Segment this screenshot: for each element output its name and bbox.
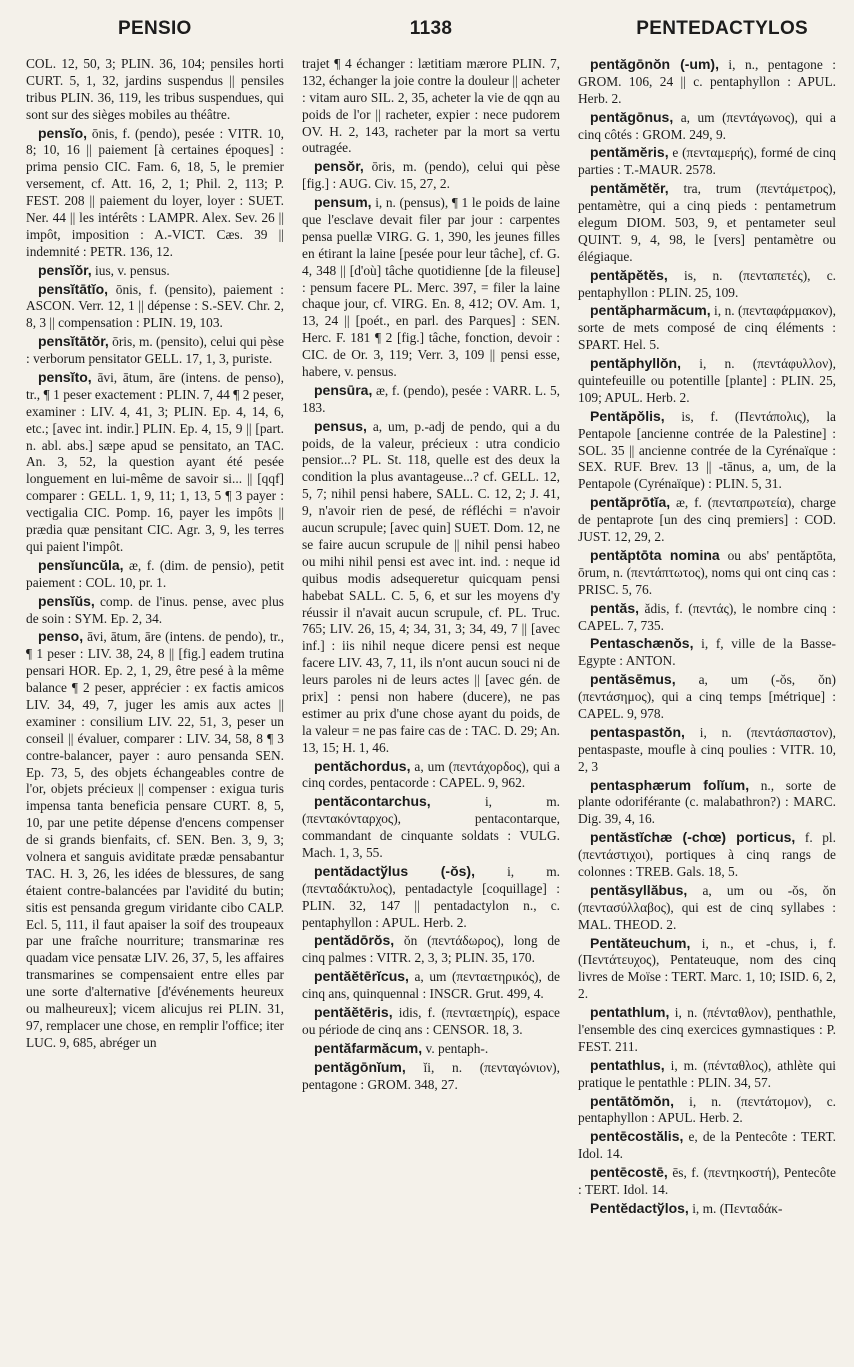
entry-definition: a, um ou -ŏs, ŏn (πεντασύλλαβος), qui est de cinq syllabes : MAL. THEOD. 2. xyxy=(578,882,836,932)
entry-definition: is, n. (πενταπετές), c. pentaphyllon : PLIN. 25, 109. xyxy=(578,267,836,300)
entry-definition: trajet ¶ 4 échanger : lætitiam mærore PLIN. 7, 132, échanger la joie contre la douleur || acheter : vitam auro SIL. 2, 35, acheter la vie de qqn au poids de l'or || racheter, expier : nece pudorem OV. H. 2, 143, racheter par la mort sa vertu outragée. xyxy=(302,56,560,156)
entry-headword: Pentăpŏlis, xyxy=(590,407,665,424)
dictionary-entry xyxy=(302,418,560,757)
entry-headword: pentăgōnŏn (-um), xyxy=(590,56,719,72)
entry-headword: pensus, xyxy=(314,417,367,434)
entry-headword: pentăfarmăcum, xyxy=(314,1039,423,1056)
dictionary-entry xyxy=(302,382,560,417)
dictionary-entry xyxy=(302,158,560,193)
entry-headword: penso, xyxy=(38,628,84,645)
dictionary-entry xyxy=(302,56,560,157)
entry-definition: a, um (πεντάχορδος), qui a cinq cordes, pentacorde : CAPEL. 9, 962. xyxy=(302,758,560,791)
dictionary-entry xyxy=(302,1004,560,1039)
dictionary-entry xyxy=(578,1128,836,1163)
entry-definition: i, n. (πενταφάρμακον), sorte de mets composé de cinq éléments : SPART. Hel. 5. xyxy=(578,303,836,353)
entry-headword: pentēcostē, xyxy=(590,1164,668,1181)
entry-headword: pentăchordus, xyxy=(314,757,411,774)
entry-headword: pentăĕtēris, xyxy=(314,1003,393,1020)
dictionary-entry xyxy=(578,302,836,354)
entry-definition: æ, f. (pendo), pesée : VARR. L. 5, 183. xyxy=(302,382,560,415)
dictionary-entry xyxy=(26,56,284,124)
dictionary-entry xyxy=(26,125,284,261)
entry-definition: COL. 12, 50, 3; PLIN. 36, 104; pensiles horti CURT. 5, 1, 32, jardins suspendus || pensiles tribus PLIN. 36, 119, les tribus suspendues, qui sont sur des sièges mobiles au théâtre. xyxy=(26,56,284,122)
entry-definition: ōris, m. (pendo), celui qui pèse [fig.] : AUG. Civ. 15, 27, 2. xyxy=(302,159,560,192)
entry-definition: ĭi, n. (πενταγώνιον), pentagone : GROM. 348, 27. xyxy=(302,1059,560,1092)
dictionary-entry xyxy=(26,557,284,592)
dictionary-entry xyxy=(578,1200,836,1218)
entry-headword: Pentaschænŏs, xyxy=(590,635,694,652)
dictionary-entry xyxy=(578,494,836,546)
entry-definition: i, m. (πένταθλος), athlète qui pratique le pentathle : PLIN. 34, 57. xyxy=(578,1057,836,1090)
dictionary-entry xyxy=(302,793,560,862)
entry-definition: ius, v. pensus. xyxy=(95,262,170,278)
entry-definition: tra, trum (πεντάμετρος), pentamètre, qui a cinq pieds : pentametrum elegum DIOM. 503, 9, et pentameter seul QUINT. 9, 4, 98, le [vers] pentamètre ou élégiaque. xyxy=(578,181,836,264)
dictionary-entry xyxy=(578,935,836,1004)
dictionary-entry xyxy=(578,1164,836,1199)
right-running-head: PENTEDACTYLOS xyxy=(636,18,808,39)
entry-definition: ŏn (πεντάδωρος), long de cinq palmes : VITR. 2, 3, 3; PLIN. 35, 170. xyxy=(302,933,560,966)
dictionary-entry xyxy=(302,1040,560,1058)
dictionary-entry xyxy=(302,932,560,967)
entry-headword: pentăstĭchæ (-chœ) porticus, xyxy=(590,829,796,846)
entry-headword: pentădōrŏs, xyxy=(314,932,395,949)
dictionary-entry xyxy=(578,180,836,265)
entry-headword: pensĭŏr, xyxy=(38,261,92,278)
entry-headword: pensĭuncŭla, xyxy=(38,556,124,573)
entry-headword: pentaspastŏn, xyxy=(590,723,685,740)
entry-definition: ou abs' pentăptōta, ōrum, n. (πεντάπτωτος), noms qui ont cinq cas : PRISC. 5, 76. xyxy=(578,547,836,597)
dictionary-entry xyxy=(302,1059,560,1094)
entry-headword: pentăprōtĭa, xyxy=(590,494,671,511)
column-1 xyxy=(26,56,284,1356)
dictionary-entry xyxy=(578,56,836,108)
dictionary-entry xyxy=(578,408,836,493)
entry-definition: ōris, m. (pensito), celui qui pèse : verborum pensitator GELL. 17, 1, 3, puriste. xyxy=(26,334,284,367)
entry-definition: a, um (-ŏs, ŏn) (πεντάσημος), qui a cinq temps [métrique] : CAPEL. 9, 978. xyxy=(578,672,836,721)
dictionary-entry xyxy=(302,863,560,932)
entry-headword: pentăs, xyxy=(590,599,640,616)
dictionary-entry xyxy=(26,628,284,1051)
dictionary-entry xyxy=(26,593,284,628)
dictionary-entry xyxy=(578,1057,836,1092)
entry-headword: Pentăteuchum, xyxy=(590,934,691,951)
entry-definition: f. pl. (πεντάστιχοι), portiques à cinq rangs de colonnes : TREB. Gals. 18, 5. xyxy=(578,830,836,879)
dictionary-entry xyxy=(578,109,836,144)
entry-headword: pentasphærum folĭum, xyxy=(590,776,750,793)
entry-headword: pentăcontarchus, xyxy=(314,793,431,810)
entry-definition: æ, f. (πενταπρωτεία), charge de pentaprote [un des cinq premiers] : COD. JUST. 12, 29, 2. xyxy=(578,495,836,545)
entry-headword: pensŏr, xyxy=(314,158,364,175)
entry-definition: āvi, ātum, āre (intens. de pendo), tr., ¶ 1 peser : LIV. 38, 24, 8 || [fig.] eadem trutina pensari HOR. Ep. 2, 1, 29, être pesé à la même balance ¶ 2 peser, apprécier : ex factis amicos LIV. 34, 49, 7, juger les amis aux actes || examiner : consilium LIV. 22, 51, 3, peser un conseil || évaluer, comparer : LIV. 34, 58, 8 ¶ 3 contre-balancer, payer : auro pensanda SEN. Ep. 73, 5, des objets échangeables contre de l'or, objets précieux || compenser : exigua turis impensa tanta beneficia pensare CURT. 8, 5, 10, par une petite dépense d'encens compenser de si grands bienfaits, cf. SEN. Ben. 3, 9, 3; volnera et sanguis aviditate prædæ pensabantur TAC. H. 3, 26, les idées de blessures, de sang étaient contre-balancées par l'avidité du butin; sitis est pensanda gregum viridante cibo CALP. Ecl. 5, 111, il faut apaiser la soif des troupeaux par une fraîche nourriture; transmarinæ res quadam vice pensatæ LIV. 26, 37, 5, les affaires transmarines se compensaient entre elles par une sorte d'alternative [d'événements heureux ou malheureux]; vicem alicujus rei PLIN. 31, 97, remplacer une chose, en remplir l'office; iter LUC. 9, 685, abréger un xyxy=(26,629,284,1050)
entry-definition: ōnis, f. (pendo), pesée : VITR. 10, 8; 10, 16 || paiement [à certaines époques] : prima pensio CIC. Fam. 6, 18, 5, le premier versement, cf. Att. 16, 2, 1; Phil. 2, 113; P. FEST. 208 || paiement du loyer, loyer : SUET. Ner. 44 || les intérêts : LAMPR. Alex. Sev. 26 || impôt, imposition : A.-VICT. Cæs. 39 || indemnité : PETR. 136, 12. xyxy=(26,125,284,259)
dictionary-entry xyxy=(578,355,836,407)
entry-definition: i, n., et -chus, i, f. (Πεντάτευχος), Pentateuque, nom des cinq livres de Moïse : TERT. Marc. 1, 10; ISID. 6, 2, 2. xyxy=(578,935,836,1002)
dictionary-entry xyxy=(26,333,284,368)
dictionary-entry xyxy=(578,882,836,934)
dictionary-entry xyxy=(578,547,836,599)
entry-headword: pentămĕris, xyxy=(590,144,669,161)
entry-headword: pentădactўlus (-ŏs), xyxy=(314,862,475,879)
entry-headword: Pentĕdactўlos, xyxy=(590,1199,689,1216)
entry-definition: i, n. (πεντάσπαστον), pentaspaste, moufle à cinq poulies : VITR. 10, 2, 3 xyxy=(578,724,836,774)
dictionary-entry xyxy=(578,671,836,723)
entry-headword: pensum, xyxy=(314,194,372,211)
entry-definition: e (πενταμερής), formé de cinq parties : T.-MAUR. 2578. xyxy=(578,145,836,178)
left-running-head: PENSIO xyxy=(118,18,192,39)
entry-definition: i, n. (πεντάτομον), c. pentaphyllon : APUL. Herb. 2. xyxy=(578,1093,836,1126)
entry-headword: pentăsyllăbus, xyxy=(590,881,688,898)
entry-definition: a, um (πεντάγωνος), qui a cinq côtés : GROM. 249, 9. xyxy=(578,109,836,142)
column-2 xyxy=(302,56,560,1356)
entry-headword: pentăgōnĭum, xyxy=(314,1058,406,1075)
dictionary-entry xyxy=(578,600,836,635)
entry-headword: pentēcostălis, xyxy=(590,1128,684,1145)
dictionary-entry xyxy=(578,1093,836,1128)
dictionary-entry xyxy=(578,777,836,829)
entry-definition: i, n., pentagone : GROM. 106, 24 || c. pentaphyllon : APUL. Herb. 2. xyxy=(578,57,836,106)
entry-headword: pensūra, xyxy=(314,381,373,398)
dictionary-entry xyxy=(578,144,836,179)
entry-definition: i, f, ville de la Basse-Egypte : ANTON. xyxy=(578,636,836,669)
entry-definition: ēs, f. (πεντηκοστή), Pentecôte : TERT. Idol. 14. xyxy=(578,1165,836,1197)
dictionary-entry xyxy=(26,281,284,333)
dictionary-entry xyxy=(578,724,836,776)
page-number: 1138 xyxy=(409,18,453,39)
page-header xyxy=(26,0,836,56)
entry-definition: i, m. (πεντακόνταρχος), pentacontarque, commandant de cinquante soldats : VULG. Mach. 1, 3, 55. xyxy=(302,794,560,860)
entry-definition: i, m. (Πενταδάκ- xyxy=(692,1200,783,1216)
entry-headword: pensĭtātŏr, xyxy=(38,333,109,350)
entry-definition: n., sorte de plante odoriférante (c. malabathron?) : MARC. Dig. 39, 4, 16. xyxy=(578,777,836,827)
entry-headword: pentăpharmăcum, xyxy=(590,302,711,319)
columns xyxy=(26,56,836,1356)
dictionary-entry xyxy=(578,829,836,881)
entry-definition: i, n. (πεντάφυλλον), quintefeuille ou potentille [plante] : PLIN. 25, 109; APUL. Herb. 2. xyxy=(578,356,836,405)
dictionary-entry xyxy=(578,267,836,302)
entry-definition: is, f. (Πεντάπολις), la Pentapole [ancienne contrée de la Palestine] : SOL. 35 || ancienne contrée de la Cyrénaïque : SEX. RUF. Brev. 13 || -tānus, a, um, de la Pentapole (Cyrénaïque) : PLIN. 5, 31. xyxy=(578,408,836,492)
dictionary-entry xyxy=(26,369,284,556)
entry-definition: i, n. (πένταθλον), penthathle, l'ensemble des cinq exercices gymnastiques : P. FEST. 211. xyxy=(578,1005,836,1054)
dictionary-entry xyxy=(578,1004,836,1056)
entry-headword: pentăptōta nomina xyxy=(590,546,720,563)
dictionary-entry xyxy=(302,758,560,793)
entry-headword: pentăsēmus, xyxy=(590,671,676,688)
entry-headword: pentăgōnus, xyxy=(590,108,674,125)
entry-definition: comp. de l'inus. pense, avec plus de soin : SYM. Ep. 2, 34. xyxy=(26,593,284,626)
dictionary-entry xyxy=(26,262,284,280)
dictionary-entry xyxy=(578,635,836,670)
entry-definition: ădis, f. (πεντάς), le nombre cinq : CAPEL. 7, 735. xyxy=(578,600,836,633)
entry-definition: æ, f. (dim. de pensio), petit paiement : COL. 10, pr. 1. xyxy=(26,557,284,590)
dictionary-entry xyxy=(302,194,560,381)
entry-headword: pentathlus, xyxy=(590,1056,665,1073)
entry-definition: i, m. (πενταδάκτυλος), pentadactyle [coquillage] : PLIN. 32, 147 || pentadactylon n., c. pentaphyllon : APUL. Herb. 2. xyxy=(302,863,560,930)
entry-headword: pensĭŭs, xyxy=(38,592,95,609)
entry-headword: pensĭtātĭo, xyxy=(38,280,109,297)
entry-headword: pentăphyllŏn, xyxy=(590,355,681,372)
entry-headword: pentātŏmŏn, xyxy=(590,1092,674,1109)
entry-definition: āvi, ātum, āre (intens. de penso), tr., ¶ 1 peser exactement : PLIN. 7, 44 ¶ 2 peser, examiner : LIV. 4, 41, 3; PLIN. Ep. 4, 14, 6, etc.; [avec int. indir.] PLIN. Ep. 4, 15, 9 || [part. n. abl. abs.] sæpe apud se pensitato, an TAC. An. 3, 52, la question ayant été pesée longuement en lui-même de savoir si... || [qqf] comparer : GELL. 1, 9, 11; 1, 13, 5 ¶ 3 payer : vectigalia CIC. Pomp. 16, payer les impôts || prædia quæ pensitant CIC. Agr. 3, 9, les terres qui paient l'impôt. xyxy=(26,370,284,554)
entry-definition: a, um (πενταετηρικός), de cinq ans, quinquennal : INSCR. Grut. 499, 4. xyxy=(302,969,560,1002)
entry-definition: i, n. (pensus), ¶ 1 le poids de laine que l'esclave devait filer par jour : carpentes pensa puellæ VIRG. G. 1, 390, les jeunes filles en étirant la laine [pesée pour leur tâche], cf. G. 4, 348 || [d'où] tâche quotidienne [de la fileuse] : pensum facere PL. Merc. 397, = filer la laine chaque jour, cf. VIRG. En. 8, 412; OV. Am. 1, 13, 24 || [poét., en parl. des Parques] : SEN. Herc. F. 181 ¶ 2 [fig.] tâche, fonction, devoir : CIC. de Or. 3, 119; Verr. 3, 109 || pensi esse, habere, v. pensus. xyxy=(302,195,560,380)
entry-headword: pentămĕtĕr, xyxy=(590,180,669,197)
entry-headword: pentathlum, xyxy=(590,1004,670,1021)
entry-definition: v. pentaph-. xyxy=(425,1040,489,1056)
entry-headword: pensĭto, xyxy=(38,369,92,386)
entry-definition: idis, f. (πενταετηρίς), espace ou période de cinq ans : CENSOR. 18, 3. xyxy=(302,1004,560,1037)
entry-headword: pensĭo, xyxy=(38,124,88,141)
entry-headword: pentăĕtērĭcus, xyxy=(314,968,409,985)
entry-headword: pentăpĕtĕs, xyxy=(590,266,668,283)
entry-definition: ōnis, f. (pensito), paiement : ASCON. Verr. 12, 1 || dépense : S.-SEV. Chr. 2, 8, 3 || compensation : PLIN. 19, 103. xyxy=(26,281,284,331)
entry-definition: e, de la Pentecôte : TERT. Idol. 14. xyxy=(578,1129,836,1162)
column-3 xyxy=(578,56,836,1356)
dictionary-entry xyxy=(302,968,560,1003)
entry-definition: a, um, p.-adj de pendo, qui a du poids, de la valeur, précieux : utra condicio pensior...? PL. St. 118, quelle est des deux la condition la plus avantageuse...? cf. GELL. 12, 5, 7; nihil pensi habere, SALL. C. 12, 2; J. 41, 9, n'avoir rien de pesé, de réfléchi = n'avoir aucun scrupule; [avec quin] SUET. Dom. 12, ne se faire aucun scrupule de || nihil pensi habeo ou mihi nihil pensi est avec int. ind. : neque id quibus modis adsequeretur quicquam pensi habebat SALL. C. 5, 6, et sur les moyens d'y réussir il n'avait aucun scrupule, cf. PL. Truc. 765; LIV. 26, 15, 4; 34, 31, 3; 34, 49, 7 || [avec inf.] : iis nihil neque dicere pensi est neque facere LIV. 43, 7, 11, ils n'ont aucun souci ni de leurs paroles ni de leurs actes || [avec gén. de prix] : pensi non habere (ducere), ne pas estimer au prix d'une chose ayant du poids, de la valeur = ne pas faire cas de : TAC. D. 29; An. 13, 15; H. 1, 46. xyxy=(302,418,560,755)
